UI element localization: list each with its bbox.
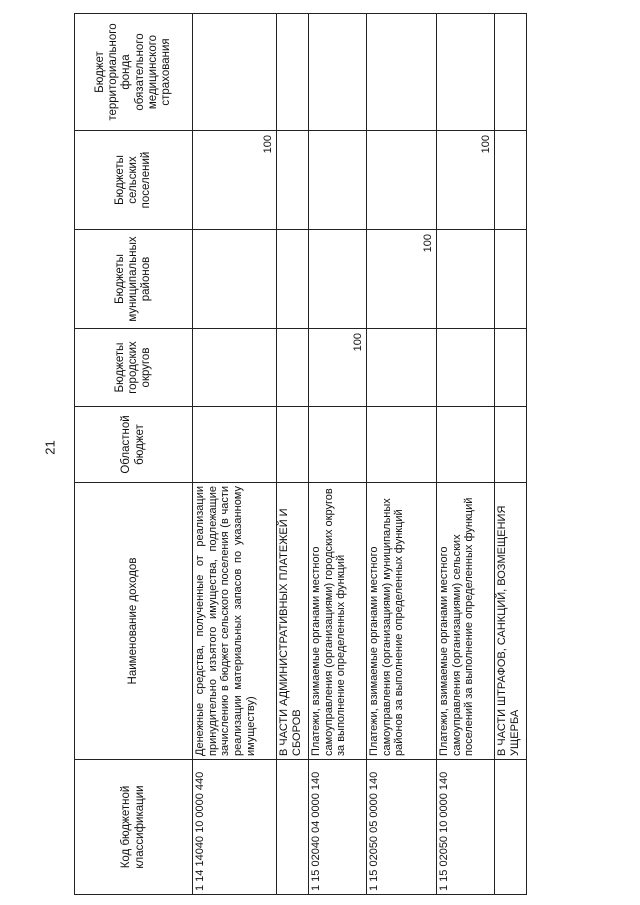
cell-municipal: 100 [367, 230, 437, 329]
cell-code: 1 14 14040 10 0000 440 [193, 760, 277, 895]
rotated-table-container [74, 14, 521, 895]
revenue-distribution-table [74, 13, 527, 895]
cell-municipal [277, 230, 309, 329]
table-area [74, 14, 640, 891]
cell-oblast [193, 407, 277, 483]
cell-municipal [193, 230, 277, 329]
cell-gorod: 100 [309, 329, 367, 407]
cell-gorod [193, 329, 277, 407]
cell-fund [437, 14, 495, 131]
header-oblast: Областной бюджет [75, 407, 193, 483]
table-row [193, 14, 277, 895]
cell-oblast [495, 407, 527, 483]
cell-fund [495, 14, 527, 131]
cell-oblast [437, 407, 495, 483]
table-section-row [495, 14, 527, 895]
header-selskie: Бюджеты сельских поселений [75, 131, 193, 230]
cell-municipal [437, 230, 495, 329]
cell-selskie: 100 [193, 131, 277, 230]
cell-selskie [495, 131, 527, 230]
cell-gorod [277, 329, 309, 407]
cell-name: В ЧАСТИ АДМИНИСТРАТИВНЫХ ПЛАТЕЖЕЙ И СБОРОВ [277, 483, 309, 760]
cell-gorod [367, 329, 437, 407]
page-number: 21 [42, 440, 58, 455]
cell-code [495, 760, 527, 895]
cell-name: Платежи, взимаемые органами местного самоуправления (организациями) муниципальных районов за выполнение определенных функций [367, 483, 437, 760]
cell-code [277, 760, 309, 895]
cell-name: Денежные средства, полученные от реализации принудительно изъятого имущества, подлежащие зачислению в бюджет сельского поселения (в части реализации материальных запасов по указанному имуществу) [193, 483, 277, 760]
table-section-row [277, 14, 309, 895]
cell-fund [367, 14, 437, 131]
cell-fund [277, 14, 309, 131]
header-name: Наименование доходов [75, 483, 193, 760]
cell-fund [309, 14, 367, 131]
cell-municipal [309, 230, 367, 329]
cell-name: Платежи, взимаемые органами местного самоуправления (организациями) сельских поселений за выполнение определенных функций [437, 483, 495, 760]
cell-oblast [367, 407, 437, 483]
header-gorod: Бюджеты городских округов [75, 329, 193, 407]
cell-selskie: 100 [437, 131, 495, 230]
table-row [367, 14, 437, 895]
cell-code: 1 15 02050 10 0000 140 [437, 760, 495, 895]
header-fund: Бюджет территориального фонда обязательного медицинского страхования [75, 14, 193, 131]
cell-code: 1 15 02050 05 0000 140 [367, 760, 437, 895]
cell-oblast [309, 407, 367, 483]
header-code: Код бюджетной классификации [75, 760, 193, 895]
header-municipal: Бюджеты муниципальных районов [75, 230, 193, 329]
cell-selskie [367, 131, 437, 230]
cell-name: Платежи, взимаемые органами местного самоуправления (организациями) городских округов за выполнение определенных функций [309, 483, 367, 760]
cell-selskie [277, 131, 309, 230]
cell-fund [193, 14, 277, 131]
table-row [437, 14, 495, 895]
cell-name: В ЧАСТИ ШТРАФОВ, САНКЦИЙ, ВОЗМЕЩЕНИЯ УЩЕРБА [495, 483, 527, 760]
cell-oblast [277, 407, 309, 483]
cell-selskie [309, 131, 367, 230]
cell-code: 1 15 02040 04 0000 140 [309, 760, 367, 895]
cell-municipal [495, 230, 527, 329]
table-header-row [75, 14, 193, 895]
cell-gorod [495, 329, 527, 407]
table-row [309, 14, 367, 895]
cell-gorod [437, 329, 495, 407]
